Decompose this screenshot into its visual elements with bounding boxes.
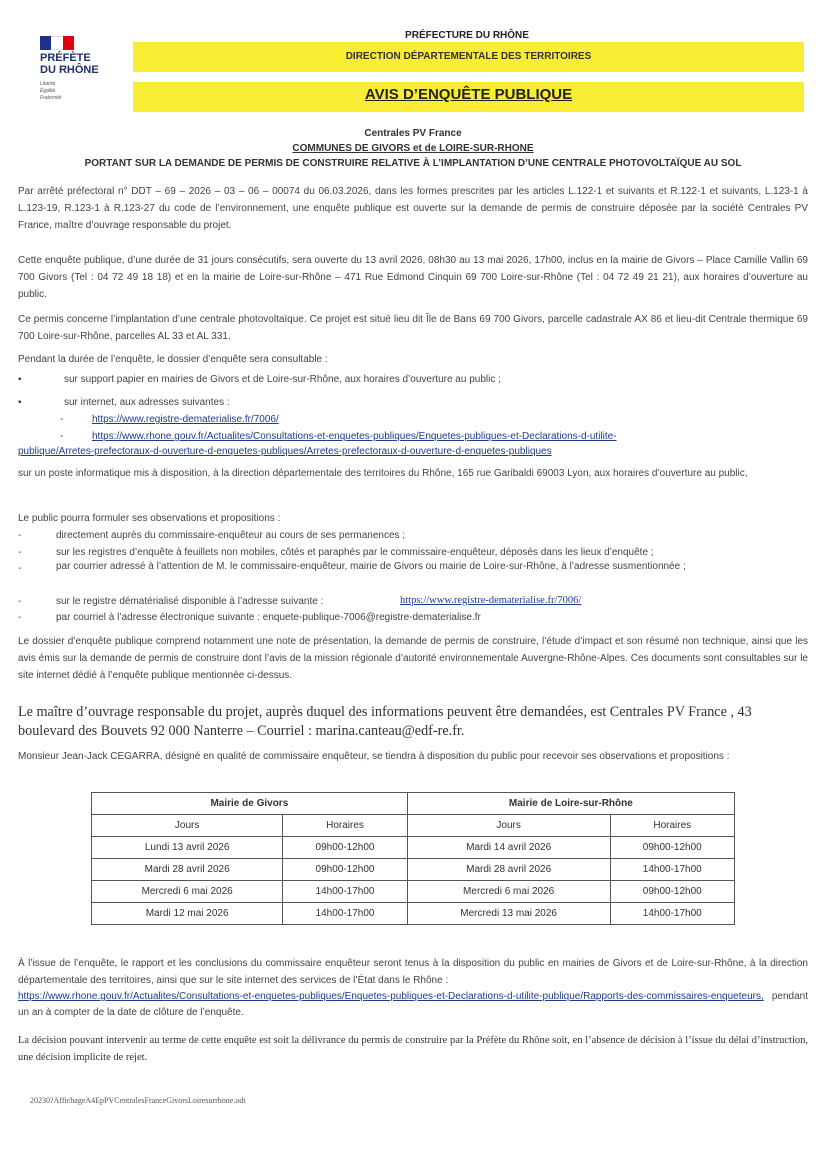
poste-paragraph: sur un poste informatique mis à disposition, à la direction départementale des territoires du Rhône, 165 rue Garibaldi 69003 Lyon, aux horaires d’ouverture au public,: [18, 468, 748, 479]
consult-intro: Pendant la durée de l’enquête, le dossier d’enquête sera consultable :: [18, 354, 328, 365]
dash-icon: -: [60, 431, 64, 442]
flag-red: [63, 36, 74, 50]
table-cell: Mercredi 13 mai 2026: [407, 903, 610, 925]
table-cell: 14h00-17h00: [283, 903, 407, 925]
document-filename: 20230?AffichageA4EpPVCentralesFranceGivorsLoiresurrhone.odt: [30, 1096, 246, 1105]
flag-blue: [40, 36, 51, 50]
table-row: [92, 881, 735, 903]
dash-icon: -: [18, 612, 22, 623]
jours-header: Jours: [407, 815, 610, 837]
table-cell: 09h00-12h00: [283, 837, 407, 859]
projet-paragraph: Ce permis concerne l’implantation d’une centrale photovoltaïque. Ce projet est situé lieu dit Île de Bans 69 700 Givors, parcelle cadastrale AX 86 et lieu-dit Centrale thermique 69 700 Loire-sur-Rhône, parcelles AL 33 et AL 331.: [18, 314, 808, 342]
dash-icon: -: [18, 563, 22, 574]
table-cell: 14h00-17h00: [283, 881, 407, 903]
table-subheader-row: [92, 815, 735, 837]
table-row: [92, 859, 735, 881]
table-cell: 09h00-12h00: [610, 837, 734, 859]
dash-icon: -: [18, 596, 22, 607]
rapports-link[interactable]: https://www.rhone.gouv.fr/Actualites/Consultations-et-enquetes-publiques/Enquetes-publiques-et-Declarations-d-utilite-publique/Rapports-des-commissaires-enqueteurs,: [18, 991, 764, 1002]
table-cell: Mardi 28 avril 2026: [407, 859, 610, 881]
dossier-paragraph: Le dossier d’enquête publique comprend notamment une note de présentation, la demande de permis de construire, l’étude d’impact et son résumé non technique, ainsi que les avis émis sur la demande de permis de construire dont l’avis de la mission régionale d’autorité environnementale Auvergne-Rhône-Alpes. Ces documents sont consultables sur le site internet dédié à l’enquête publique mentionnée ci-dessus.: [18, 636, 808, 681]
observation-item: directement auprès du commissaire-enquêteur au cours de ses permanences ;: [56, 530, 406, 541]
commissaire-paragraph: Monsieur Jean-Jack CEGARRA, désigné en qualité de commissaire enquêteur, se tiendra à disposition du public pour recevoir ses observations et propositions :: [18, 751, 730, 762]
dash-icon: -: [18, 547, 22, 558]
jours-header: Jours: [92, 815, 283, 837]
flag-white: [51, 36, 62, 50]
table-cell: Mercredi 6 mai 2026: [407, 881, 610, 903]
table-row: [92, 837, 735, 859]
marianne-flag-icon: [40, 36, 74, 50]
rhone-gouv-link[interactable]: https://www.rhone.gouv.fr/Actualites/Consultations-et-enquetes-publiques/Enquetes-publiques-et-Declarations-d-utilite-: [92, 431, 617, 442]
company-name: Centrales PV France: [364, 128, 462, 139]
maitre-ouvrage-paragraph: Le maître d’ouvrage responsable du projet, auprès duquel des informations peuvent être demandées, est Centrales PV France , 43 boulevard des Bouvets 92 000 Nanterre – Courriel : marina.canteau@edf-re.fr.: [18, 704, 752, 739]
table-cell: 14h00-17h00: [610, 903, 734, 925]
table-row: [92, 903, 735, 925]
horaires-header: Horaires: [283, 815, 407, 837]
registre-dematerialise-link[interactable]: https://www.registre-dematerialise.fr/7006/: [400, 595, 582, 606]
direction-heading: DIRECTION DÉPARTEMENTALE DES TERRITOIRES: [345, 51, 592, 62]
observation-item: sur les registres d’enquête à feuillets non mobiles, côtés et paraphés par le commissaire-enquêteur, déposés dans les lieux d’enquête ;: [56, 547, 654, 558]
issue-link-paragraph: [18, 989, 808, 1021]
communes-heading: COMMUNES DE GIVORS et de LOIRE-SUR-RHONE: [292, 143, 534, 154]
table-cell: Mardi 12 mai 2026: [92, 903, 283, 925]
dash-icon: -: [18, 530, 22, 541]
prefecture-heading: PRÉFECTURE DU RHÔNE: [405, 30, 529, 41]
observation-item: sur le registre dématérialisé disponible à l’adresse suivante :: [56, 596, 324, 607]
bullet-icon: ▪: [18, 374, 22, 385]
consult-paper: sur support papier en mairies de Givors et de Loire-sur-Rhône, aux horaires d’ouverture au public ;: [64, 374, 501, 385]
table-cell: 14h00-17h00: [610, 859, 734, 881]
table-cell: Mercredi 6 mai 2026: [92, 881, 283, 903]
arrete-paragraph: Par arrêté préfectoral n° DDT – 69 – 2026 – 03 – 06 – 00074 du 06.03.2026, dans les formes prescrites par les articles L.122-1 et suivants et R.122-1 et suivants, L.123-1 à L.123-19, R.123-1 à R.123-27 du code de l’environnement, une enquête publique est ouverte sur la demande de permis de construire déposée par la société Centrales PV France, maître d’ouvrage responsable du projet.: [18, 186, 808, 231]
mairie-givors-header: Mairie de Givors: [92, 793, 408, 815]
table-cell: Mardi 28 avril 2026: [92, 859, 283, 881]
republic-motto: Liberté Égalité Fraternité: [40, 81, 62, 101]
table-header-row: [92, 793, 735, 815]
observations-intro: Le public pourra formuler ses observations et propositions :: [18, 513, 281, 524]
issue-end-text: pendant un an à compter de la date de clôture de l’enquête.: [18, 991, 808, 1018]
mairie-loire-header: Mairie de Loire-sur-Rhône: [407, 793, 734, 815]
decision-paragraph: La décision pouvant intervenir au terme de cette enquête est soit la délivrance du permis de construire par la Préfète du Rhône soit, en l’absence de décision à l’issue du délai d’instruction, une décision implicite de rejet.: [18, 1035, 808, 1063]
horaires-header: Horaires: [610, 815, 734, 837]
consult-internet: sur internet, aux adresses suivantes :: [64, 397, 230, 408]
table-cell: 09h00-12h00: [283, 859, 407, 881]
object-heading: PORTANT SUR LA DEMANDE DE PERMIS DE CONSTRUIRE RELATIVE À L’IMPLANTATION D’UNE CENTRALE PHOTOVOLTAÏQUE AU SOL: [84, 158, 742, 169]
observation-item: par courrier adressé à l’attention de M. le commissaire-enquêteur, mairie de Givors ou mairie de Loire-sur-Rhône, à l’adresse susmentionnée ;: [56, 561, 686, 572]
bullet-icon: ▪: [18, 397, 22, 408]
permanences-table: [91, 792, 735, 925]
duree-paragraph: Cette enquête publique, d’une durée de 31 jours consécutifs, sera ouverte du 13 avril 2026, 08h30 au 13 mai 2026, 17h00, inclus en la mairie de Givors – Place Camille Vallin 69 700 Givors (Tel : 04 72 49 18 18) et en la mairie de Loire-sur-Rhône – 471 Rue Edmond Cinquin 69 700 Loire-sur-Rhône (Tel : 04 72 49 21 21), aux horaires d’ouverture au public.: [18, 255, 808, 300]
dash-icon: -: [60, 414, 64, 425]
table-cell: Mardi 14 avril 2026: [407, 837, 610, 859]
page-title: AVIS D’ENQUÊTE PUBLIQUE: [364, 86, 573, 103]
registre-link[interactable]: https://www.registre-dematerialise.fr/7006/: [92, 414, 279, 425]
issue-paragraph: À l’issue de l’enquête, le rapport et les conclusions du commissaire enquêteur seront tenus à la disposition du public en mairies de Givors et de Loire-sur-Rhône, à la direction départementale des territoires, ainsi que sur le site internet des services de l’État dans le Rhône :: [18, 958, 808, 986]
observation-item: par courriel à l’adresse électronique suivante : enquete-publique-7006@registre-dematerialise.fr: [56, 612, 481, 623]
prefecture-logo-text: PRÉFÈTE DU RHÔNE: [40, 52, 99, 76]
table-cell: 09h00-12h00: [610, 881, 734, 903]
table-cell: Lundi 13 avril 2026: [92, 837, 283, 859]
rhone-gouv-link-continued[interactable]: publique/Arretes-prefectoraux-d-ouverture-d-enquetes-publiques/Arretes-prefectoraux-d-ouverture-d-enquetes-publiques: [18, 446, 552, 457]
